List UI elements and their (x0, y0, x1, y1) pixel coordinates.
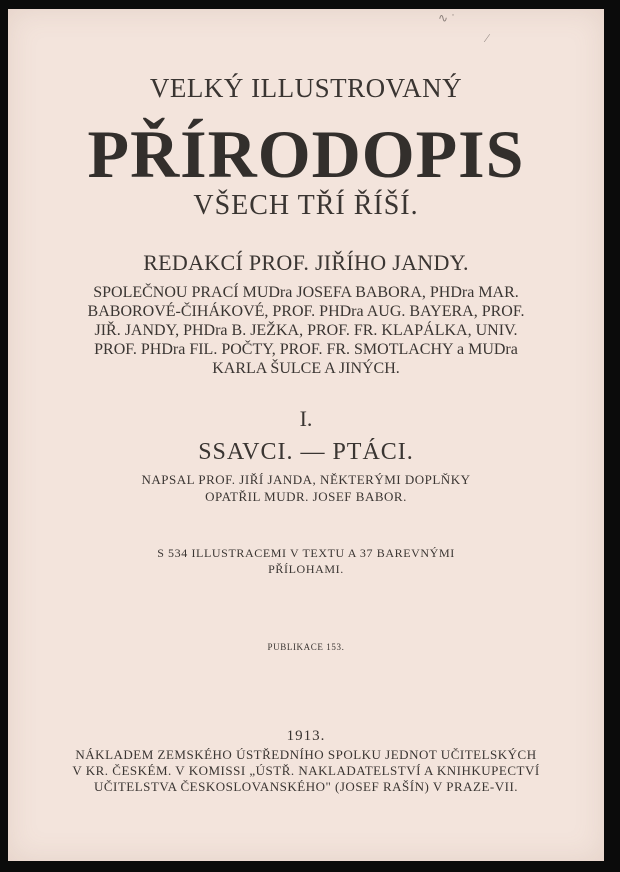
imprint-line: UČITELSTVA ČESKOSLOVANSKÉHO" (JOSEF RAŠÍN) V PRAZE-VII. (93, 779, 519, 794)
editor-line: REDAKCÍ PROF. JIŘÍHO JANDY. (143, 250, 469, 275)
volume-number: I. (299, 406, 313, 431)
authors-line: OPATŘIL MUDR. JOSEF BABOR. (205, 489, 407, 504)
main-title: PŘÍRODOPIS (87, 116, 525, 192)
volume-title: SSAVCI. — PTÁCI. (198, 439, 414, 465)
series-title: VELKÝ ILLUSTROVANÝ (149, 73, 463, 103)
contributors-block (68, 283, 544, 378)
authors-block (8, 471, 604, 505)
contributors-line: SPOLEČNOU PRACÍ MUDra JOSEFA BABORA, PHDra MAR. (93, 284, 519, 301)
contributors-line: PROF. PHDra FIL. POČTY, PROF. FR. SMOTLACHY a MUDra (94, 341, 518, 358)
contributors-line: KARLA ŠULCE A JINÝCH. (212, 360, 400, 377)
illustrations-block (8, 545, 604, 577)
imprint-line: NÁKLADEM ZEMSKÉHO ÚSTŘEDNÍHO SPOLKU JEDNOT UČITELSKÝCH (75, 747, 537, 762)
contributors-line: JIŘ. JANDY, PHDra B. JEŽKA, PROF. FR. KLAPÁLKA, UNIV. (94, 322, 518, 339)
title-page (8, 9, 604, 861)
pencil-mark: ∕ (486, 31, 489, 45)
imprint-line: V KR. ČESKÉM. V KOMISSI „ÚSTŘ. NAKLADATELSTVÍ A KNIHKUPECTVÍ (72, 763, 540, 778)
publication-year: 1913. (286, 728, 326, 744)
imprint-block (8, 747, 604, 795)
illustrations-line: S 534 ILLUSTRACEMI V TEXTU A 37 BAREVNÝMI (157, 546, 455, 560)
illustrations-line: PŘÍLOHAMI. (268, 562, 344, 576)
contributors-line: BABOROVÉ-ČIHÁKOVÉ, PROF. PHDra AUG. BAYERA, PROF. (87, 303, 525, 320)
pencil-mark: ∿ ˙ (438, 11, 456, 25)
publication-number: PUBLIKACE 153. (267, 642, 345, 652)
authors-line: NAPSAL PROF. JIŘÍ JANDA, NĚKTERÝMI DOPLŇKY (141, 472, 471, 487)
subtitle: VŠECH TŘÍ ŘÍŠÍ. (193, 190, 419, 221)
